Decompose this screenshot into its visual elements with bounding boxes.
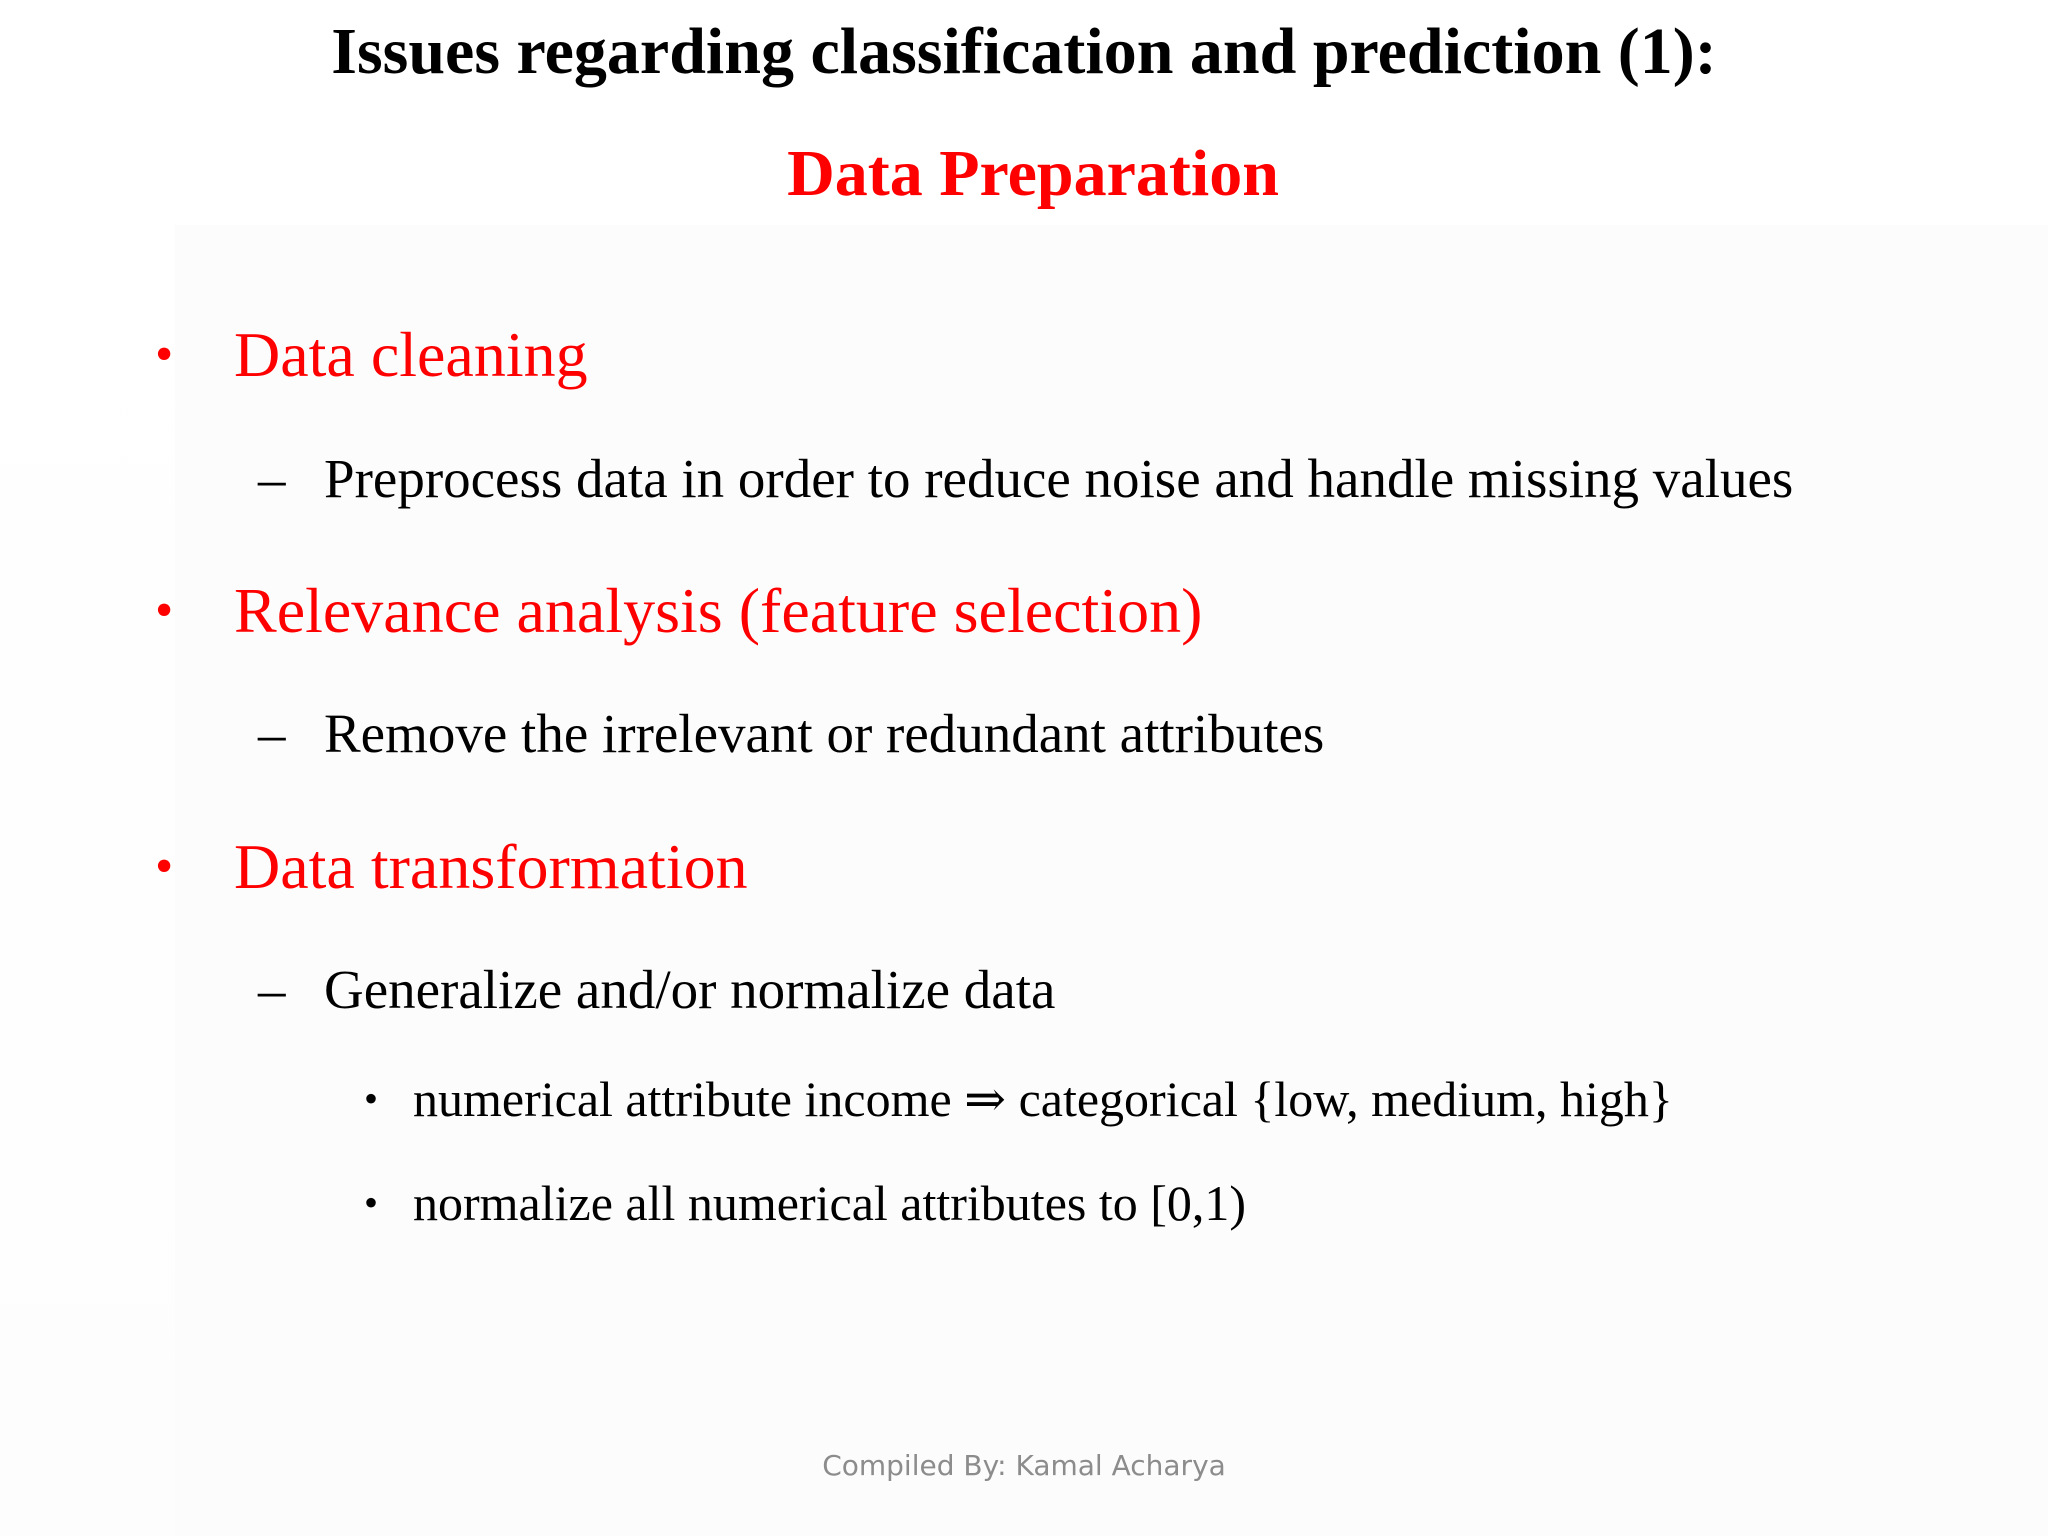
point-label: normalize all numerical attributes to [0,1) xyxy=(413,1175,1247,1231)
point-label: numerical attribute income ⇒ categorical {low, medium, high} xyxy=(413,1071,1673,1127)
sub-item-label: Generalize and/or normalize data xyxy=(324,959,1056,1020)
bullet-icon: • xyxy=(155,582,174,639)
sub-item-label: Preprocess data in order to reduce noise and handle missing values xyxy=(324,448,1794,509)
slide-subtitle: Data Preparation xyxy=(787,137,1279,210)
bullet-icon: • xyxy=(155,838,174,895)
dash-icon: – xyxy=(258,703,286,764)
bullet-item-label: Data transformation xyxy=(234,831,748,902)
dash-icon: – xyxy=(258,448,286,509)
bullet-item-label: Data cleaning xyxy=(234,319,588,390)
bullet-icon: • xyxy=(155,326,174,383)
bullet-icon: • xyxy=(364,1076,379,1121)
sub-item-label: Remove the irrelevant or redundant attributes xyxy=(324,703,1325,764)
bullet-item-label: Relevance analysis (feature selection) xyxy=(234,575,1203,646)
slide-title: Issues regarding classification and prediction (1): xyxy=(331,15,1717,88)
bullet-icon: • xyxy=(364,1180,379,1225)
dash-icon: – xyxy=(258,959,286,1020)
slide-footer: Compiled By: Kamal Acharya xyxy=(822,1449,1226,1482)
